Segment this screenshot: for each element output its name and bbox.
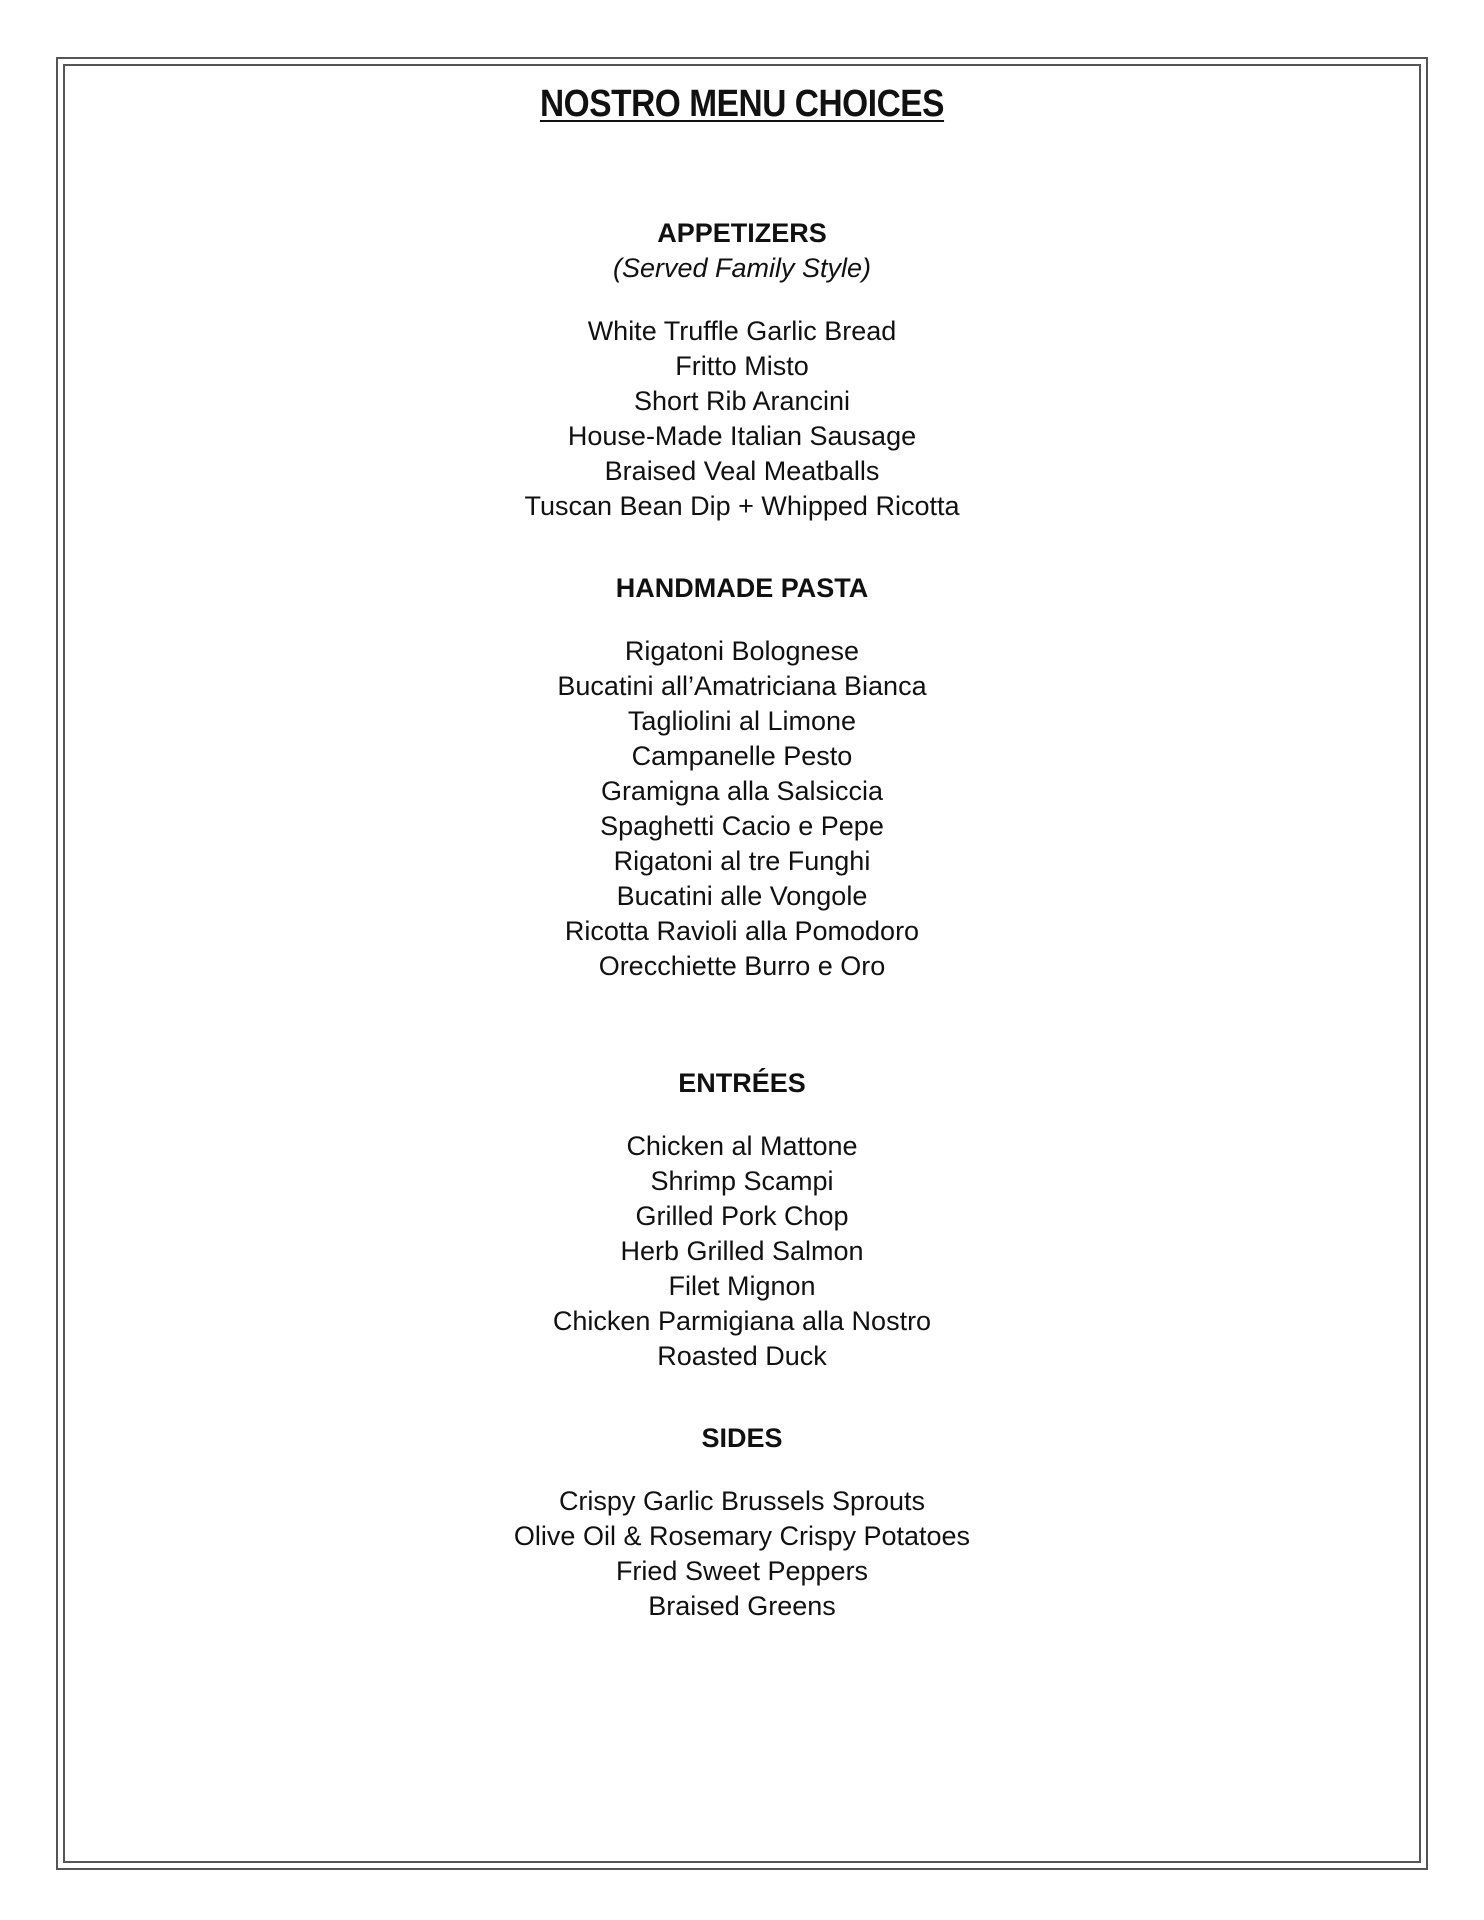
- list-item: Grilled Pork Chop: [635, 1200, 849, 1231]
- section-subheading: (Served Family Style): [612, 252, 872, 283]
- list-item: Herb Grilled Salmon: [620, 1235, 864, 1266]
- list-item: Filet Mignon: [668, 1270, 816, 1301]
- list-item: Bucatini alle Vongole: [616, 880, 868, 911]
- list-item: Fried Sweet Peppers: [615, 1555, 869, 1586]
- list-item: Braised Greens: [648, 1590, 836, 1621]
- list-item: Bucatini all’Amatriciana Bianca: [557, 670, 927, 701]
- list-item: Olive Oil & Rosemary Crispy Potatoes: [513, 1520, 971, 1551]
- list-item: Orecchiette Burro e Oro: [598, 950, 886, 981]
- item-list: [63, 1129, 1421, 1374]
- list-item: Spaghetti Cacio e Pepe: [600, 810, 884, 841]
- item-list: [63, 634, 1421, 984]
- section-heading: HANDMADE PASTA: [615, 572, 869, 603]
- section-appetizers: [63, 216, 1421, 524]
- item-list: [63, 314, 1421, 524]
- list-item: Tagliolini al Limone: [627, 705, 857, 736]
- list-item: Shrimp Scampi: [650, 1165, 834, 1196]
- list-item: Braised Veal Meatballs: [604, 455, 880, 486]
- list-item: Ricotta Ravioli alla Pomodoro: [564, 915, 920, 946]
- list-item: Campanelle Pesto: [631, 740, 853, 771]
- section-heading: APPETIZERS: [657, 217, 827, 248]
- section-heading: ENTRÉES: [678, 1067, 806, 1098]
- list-item: White Truffle Garlic Bread: [587, 315, 897, 346]
- section-sides: [63, 1421, 1421, 1624]
- section-entrees: [63, 1066, 1421, 1374]
- list-item: Chicken Parmigiana alla Nostro: [552, 1305, 932, 1336]
- list-item: House-Made Italian Sausage: [567, 420, 917, 451]
- list-item: Rigatoni al tre Funghi: [613, 845, 871, 876]
- list-item: Rigatoni Bolognese: [624, 635, 860, 666]
- list-item: Roasted Duck: [657, 1340, 827, 1371]
- list-item: Crispy Garlic Brussels Sprouts: [558, 1485, 926, 1516]
- page-title: NOSTRO MENU CHOICES: [539, 83, 945, 125]
- item-list: [63, 1484, 1421, 1624]
- section-handmade-pasta: [63, 571, 1421, 984]
- section-heading: SIDES: [701, 1422, 783, 1453]
- menu-document: [63, 64, 1421, 1624]
- list-item: Chicken al Mattone: [626, 1130, 858, 1161]
- list-item: Fritto Misto: [675, 350, 809, 381]
- list-item: Short Rib Arancini: [633, 385, 851, 416]
- list-item: Gramigna alla Salsiccia: [600, 775, 884, 806]
- list-item: Tuscan Bean Dip + Whipped Ricotta: [524, 490, 960, 521]
